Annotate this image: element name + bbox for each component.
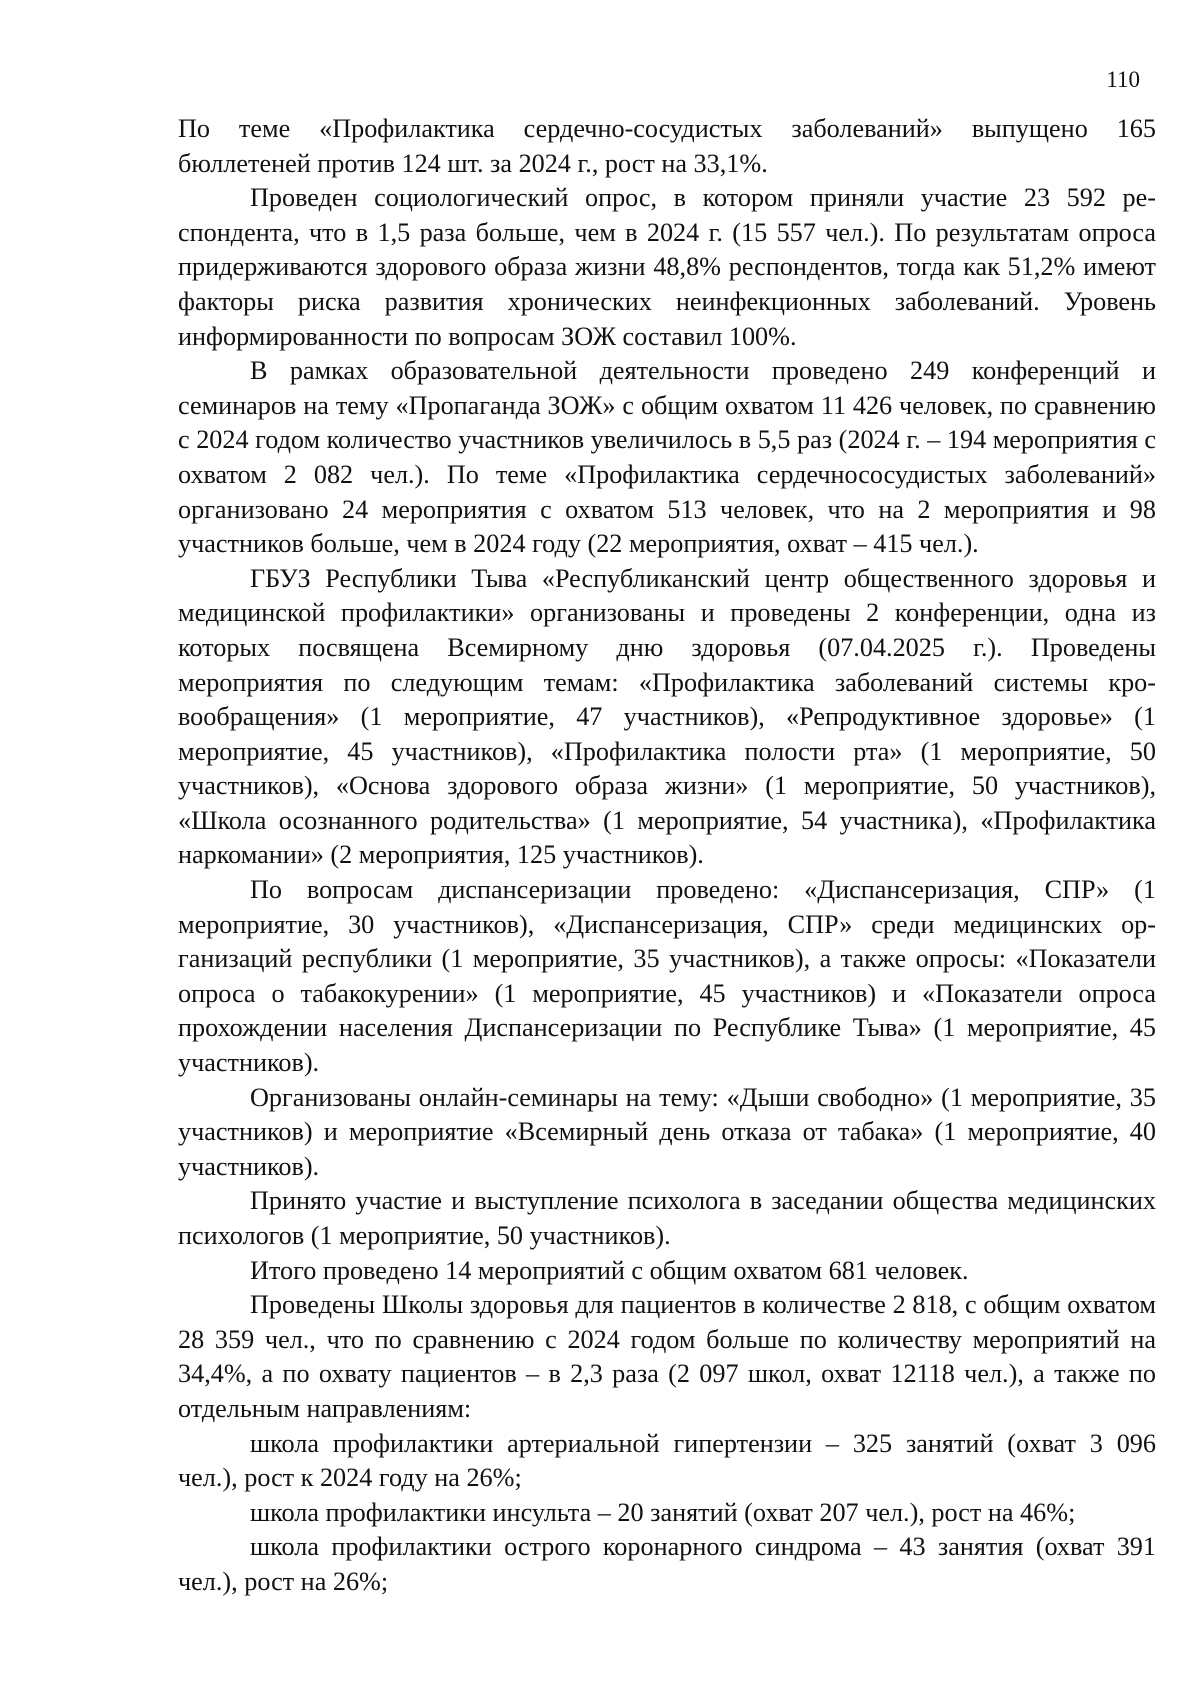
list-item-hypertension-school: школа профилактики артериальной гипертензии – 325 занятий (охват 3 096 чел.), рост к 2024 году на 26%;	[178, 1428, 1156, 1493]
paragraph-bulletins: По теме «Профилактика сердечно-сосудистых заболеваний» выпущено 165 бюллетеней против 124 шт. за 2024 г., рост на 33,1%.	[178, 114, 1156, 178]
paragraph-online-seminars: Организованы онлайн-семинары на тему: «Дыши свободно» (1 мероприятие, 35 участников) и мероприятие «Всемирный день отказа от табака» (1 мероприятие, 40 участников).	[178, 1082, 1156, 1181]
list-item-stroke-school: школа профилактики инсульта – 20 занятий (охват 207 чел.), рост на 46%;	[250, 1497, 1076, 1527]
paragraph-education: В рамках образовательной деятельности проведено 249 конференций и семинаров на тему «Пропаганда ЗОЖ» с общим охватом 11 426 человек, по сравнению с 2024 годом количество участников увеличилось в 5,5 раз (2024 г. – 194 мероприятия с охватом 2 082 чел.). По теме «Профилактика сердечнососудистых заболеваний» организовано 24 мероприятия с охватом 513 человек, что на 2 мероприятия и 98 участников больше, чем в 2024 году (22 мероприятия, охват – 415 чел.).	[178, 356, 1156, 559]
paragraph-survey: Проведен социологический опрос, в котором приняли участие 23 592 респондента, что в 1,5 раза больше, чем в 2024 г. (15 557 чел.). По результатам опроса придерживаются здорового образа жизни 48,8% респондентов, тогда как 51,2% имеют факторы риска развития хронических неинфекционных заболеваний. Уровень информированности по вопросам ЗОЖ составил 100%.	[178, 183, 1156, 351]
document-body	[178, 112, 1156, 1600]
list-item-coronary-school: школа профилактики острого коронарного синдрома – 43 занятия (охват 391 чел.), рост на 26%;	[178, 1532, 1156, 1596]
paragraph-health-schools: Проведены Школы здоровья для пациентов в количестве 2 818, с общим охватом 28 359 чел., что по сравнению с 2024 годом больше по количеству мероприятий на 34,4%, а по охвату пациентов – в 2,3 раза (2 097 школ, охват 12118 чел.), а также по отдельным направлениям:	[178, 1290, 1156, 1423]
paragraph-dispensarization: По вопросам диспансеризации проведено: «Диспансеризация, СПР» (1 мероприятие, 30 участников), «Диспансеризация, СПР» среди медицинских организаций республики (1 мероприятие, 35 участников), а также опросы: «Показатели опроса о табакокурении» (1 мероприятие, 45 участников) и «Показатели опроса прохождении населения Диспансеризации по Республике Тыва» (1 мероприятие, 45 участников).	[178, 875, 1156, 1078]
page-number: 110	[1106, 67, 1140, 92]
paragraph-psychologist: Принято участие и выступление психолога в заседании общества медицинских психологов (1 мероприятие, 50 участников).	[178, 1186, 1156, 1250]
paragraph-total-events: Итого проведено 14 мероприятий с общим охватом 681 человек.	[250, 1255, 969, 1285]
paragraph-center-conferences: ГБУЗ Республики Тыва «Республиканский центр общественного здоровья и медицинской профилактики» организованы и проведены 2 конференции, одна из которых посвящена Всемирному дню здоровья (07.04.2025 г.). Проведены мероприятия по следующим темам: «Профилактика заболеваний системы кровообращения» (1 мероприятие, 47 участников), «Репродуктивное здоровье» (1 мероприятие, 45 участников), «Профилактика полости рта» (1 мероприятие, 50 участников), «Основа здорового образа жизни» (1 мероприятие, 50 участников), «Школа осознанного родительства» (1 мероприятие, 54 участника), «Профилактика наркомании» (2 мероприятия, 125 участников).	[178, 563, 1156, 870]
